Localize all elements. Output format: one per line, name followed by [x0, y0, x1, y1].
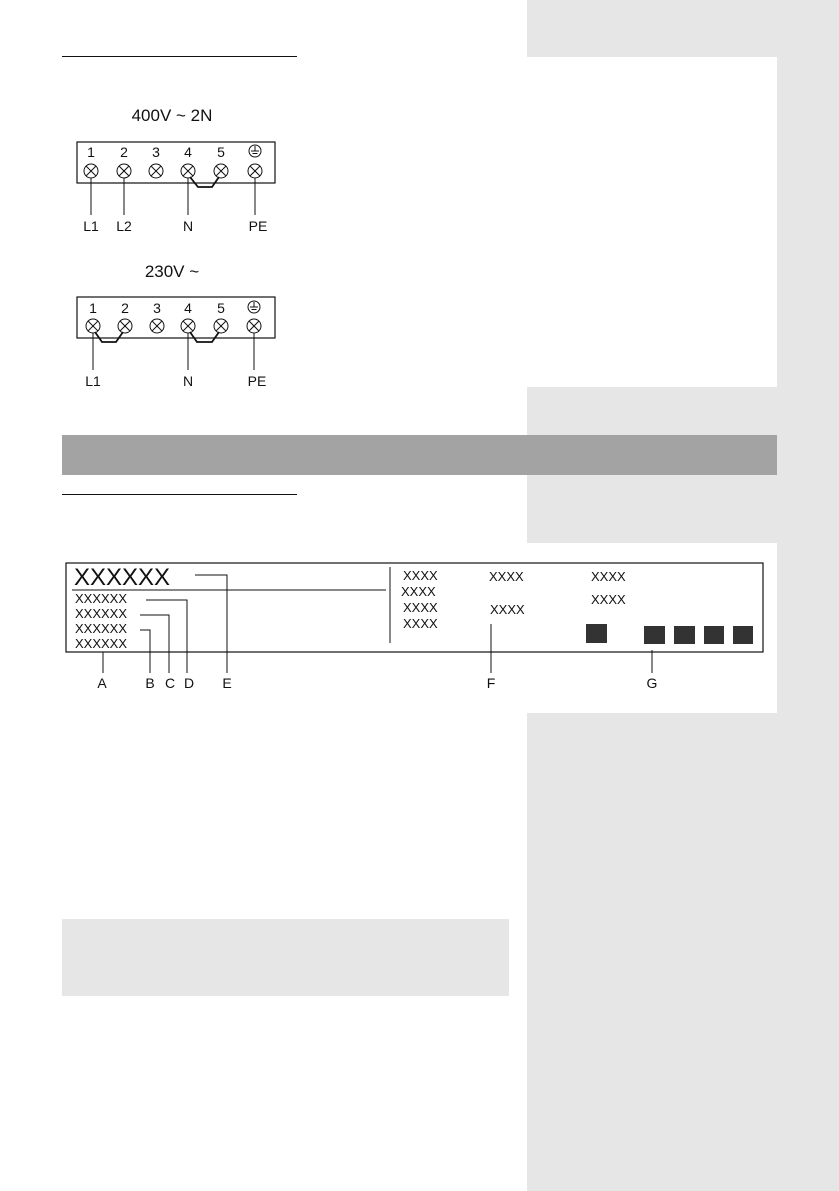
- model-text: XXXXXX: [74, 564, 171, 591]
- plate-value: XXXX: [403, 616, 438, 631]
- wire-label: L1: [83, 218, 99, 234]
- plate-value: XXXX: [403, 568, 438, 583]
- terminal-number: 3: [153, 300, 161, 316]
- section-header-bar: [62, 435, 777, 475]
- wire-label: PE: [248, 218, 268, 234]
- terminal-number: 3: [152, 144, 160, 160]
- terminal-block: [77, 297, 275, 338]
- screw-terminal-icon: [214, 164, 228, 178]
- screw-terminal-icon: [149, 164, 163, 178]
- screw-terminal-icon: [150, 319, 164, 333]
- terminal-number: 4: [184, 144, 192, 160]
- plate-value: XXXX: [591, 569, 626, 584]
- section-rule-plate: [62, 494, 297, 495]
- wire-label: L1: [85, 373, 101, 389]
- callout-label-f: F: [486, 675, 496, 691]
- terminal-block: [77, 142, 275, 183]
- plate-line: XXXXXX: [75, 606, 128, 621]
- content-inset-top: [527, 57, 777, 387]
- section-rule-top: [62, 56, 297, 57]
- wire-label: N: [182, 373, 194, 389]
- plate-symbol: [586, 624, 607, 643]
- plate-value: XXXX: [490, 602, 525, 617]
- callout-label-c: C: [164, 675, 176, 691]
- wire-label: N: [182, 218, 194, 234]
- rating-plate-diagram: [60, 555, 770, 695]
- jumper-bridge: [190, 177, 219, 187]
- earth-symbol-icon: [248, 301, 260, 313]
- plate-line: XXXXXX: [75, 591, 128, 606]
- jumper-bridge: [190, 332, 219, 342]
- screw-terminal-icon: [248, 164, 262, 178]
- screw-terminal-icon: [181, 319, 195, 333]
- plate-symbol: [704, 626, 724, 644]
- terminal-number: 5: [217, 300, 225, 316]
- diagram-title: 230V ~: [144, 262, 200, 281]
- plate-value: XXXX: [489, 569, 524, 584]
- terminal-number: 1: [87, 144, 95, 160]
- callout-label-e: E: [222, 675, 232, 691]
- plate-symbol: [674, 626, 695, 644]
- callout-label-a: A: [97, 675, 107, 691]
- terminal-number: 2: [121, 300, 129, 316]
- terminal-number: 2: [120, 144, 128, 160]
- screw-terminal-icon: [86, 319, 100, 333]
- terminal-number: 1: [89, 300, 97, 316]
- plate-value: XXXX: [401, 584, 436, 599]
- plate-value: XXXX: [403, 600, 438, 615]
- plate-value: XXXX: [591, 592, 626, 607]
- plate-symbol: [644, 626, 665, 644]
- plate-line: XXXXXX: [75, 621, 128, 636]
- wire-label: L2: [116, 218, 132, 234]
- note-box: [62, 919, 509, 996]
- wiring-diagram-230v: [60, 255, 300, 395]
- callout-label-b: B: [145, 675, 155, 691]
- screw-terminal-icon: [247, 319, 261, 333]
- screw-terminal-icon: [181, 164, 195, 178]
- earth-symbol-icon: [249, 145, 261, 157]
- callout-label-g: G: [646, 675, 658, 691]
- screw-terminal-icon: [214, 319, 228, 333]
- terminal-number: 4: [184, 300, 192, 316]
- callout-label-d: D: [183, 675, 195, 691]
- diagram-title: 400V ~ 2N: [131, 106, 213, 125]
- screw-terminal-icon: [117, 164, 131, 178]
- screw-terminal-icon: [118, 319, 132, 333]
- plate-line: XXXXXX: [75, 636, 128, 651]
- wire-label: PE: [247, 373, 267, 389]
- plate-symbol: [733, 626, 753, 644]
- wiring-diagram-400v: [60, 100, 300, 240]
- terminal-number: 5: [217, 144, 225, 160]
- screw-terminal-icon: [84, 164, 98, 178]
- jumper-bridge: [95, 332, 123, 342]
